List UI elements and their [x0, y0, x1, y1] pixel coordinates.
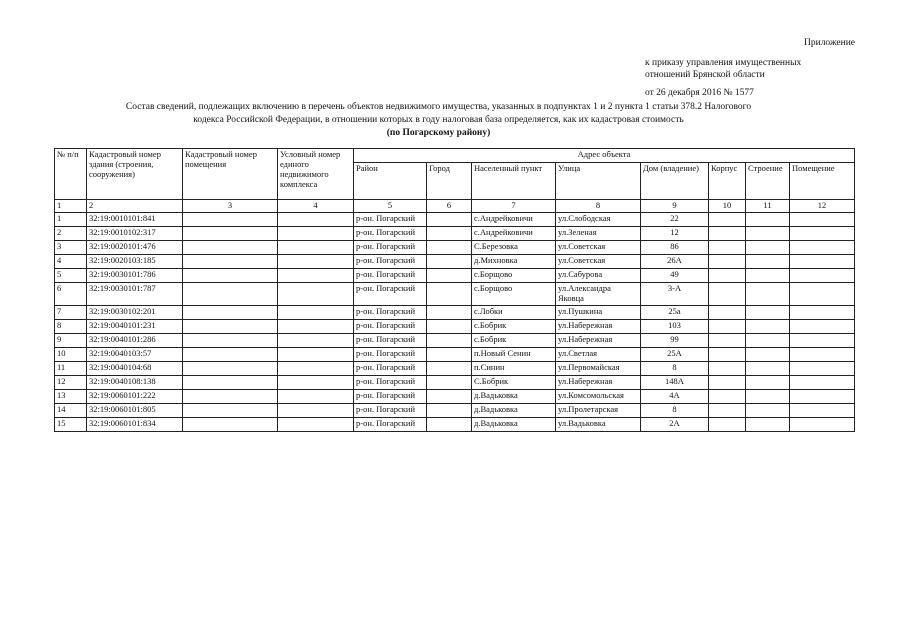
cell-house: 148А [641, 376, 709, 390]
cell-cad-room [183, 376, 278, 390]
col-number: 1 [55, 200, 87, 213]
cell-room [790, 227, 855, 241]
cell-house: 22 [641, 213, 709, 227]
cell-cad-room [183, 334, 278, 348]
table-row [55, 320, 855, 334]
cell-cad-building: 32:19:0010102:317 [87, 227, 183, 241]
cell-room [790, 376, 855, 390]
cell-num: 3 [55, 241, 87, 255]
cell-corpus [709, 320, 746, 334]
cell-settlement: С.Березовка [472, 241, 556, 255]
cell-settlement: д.Вадьковка [472, 418, 556, 432]
cell-cad-room [183, 390, 278, 404]
cell-street: ул.Первомайская [556, 362, 641, 376]
cell-cond-num [278, 283, 354, 306]
cell-room [790, 334, 855, 348]
col-number: 9 [641, 200, 709, 213]
cell-settlement: п.Новый Сенин [472, 348, 556, 362]
cell-cad-room [183, 306, 278, 320]
cell-settlement: с.Борщово [472, 283, 556, 306]
cell-city [427, 376, 472, 390]
cell-num: 4 [55, 255, 87, 269]
cell-district: р-он. Погарский [354, 213, 427, 227]
cell-cad-building: 32:19:0030102:201 [87, 306, 183, 320]
cell-city [427, 362, 472, 376]
order-date: от 26 декабря 2016 № 1577 [645, 88, 754, 98]
cell-room [790, 213, 855, 227]
cell-street: ул.Вадьковка [556, 418, 641, 432]
cell-district: р-он. Погарский [354, 404, 427, 418]
header-cad-room: Кадастровый номер помещения [183, 149, 278, 200]
cell-cond-num [278, 306, 354, 320]
cell-num: 15 [55, 418, 87, 432]
cell-room [790, 241, 855, 255]
cell-city [427, 418, 472, 432]
col-number: 2 [87, 200, 183, 213]
cell-building [746, 320, 790, 334]
col-number: 4 [278, 200, 354, 213]
cell-building [746, 348, 790, 362]
cell-building [746, 269, 790, 283]
property-register-table [54, 148, 855, 432]
table-row [55, 376, 855, 390]
col-number: 8 [556, 200, 641, 213]
appendix-label: Приложение [804, 38, 855, 48]
table-row [55, 306, 855, 320]
cell-corpus [709, 376, 746, 390]
cell-room [790, 362, 855, 376]
table-row [55, 213, 855, 227]
col-number: 11 [746, 200, 790, 213]
cell-num: 1 [55, 213, 87, 227]
cell-corpus [709, 227, 746, 241]
cell-cad-building: 32:19:0060101:834 [87, 418, 183, 432]
cell-room [790, 390, 855, 404]
cell-city [427, 227, 472, 241]
cell-corpus [709, 306, 746, 320]
col-number: 6 [427, 200, 472, 213]
table-row [55, 227, 855, 241]
cell-city [427, 306, 472, 320]
cell-house: 8 [641, 362, 709, 376]
cell-cad-building: 32:19:0040103:57 [87, 348, 183, 362]
cell-settlement: с.Лобки [472, 306, 556, 320]
cell-cond-num [278, 227, 354, 241]
header-building: Строение [746, 163, 790, 200]
cell-cad-room [183, 255, 278, 269]
cell-cad-building: 32:19:0030101:786 [87, 269, 183, 283]
header-address: Адрес объекта [354, 149, 855, 163]
cell-building [746, 376, 790, 390]
cell-building [746, 283, 790, 306]
cell-corpus [709, 283, 746, 306]
cell-city [427, 283, 472, 306]
cell-cad-building: 32:19:0010101:841 [87, 213, 183, 227]
cell-street: ул.Набережная [556, 320, 641, 334]
cell-house: 26А [641, 255, 709, 269]
cell-cad-room [183, 404, 278, 418]
cell-room [790, 418, 855, 432]
cell-district: р-он. Погарский [354, 306, 427, 320]
cell-city [427, 404, 472, 418]
cell-house: 2А [641, 418, 709, 432]
cell-cad-building: 32:19:0040104:68 [87, 362, 183, 376]
cell-corpus [709, 269, 746, 283]
cell-building [746, 334, 790, 348]
table-row [55, 255, 855, 269]
table-row [55, 283, 855, 306]
cell-room [790, 306, 855, 320]
cell-district: р-он. Погарский [354, 320, 427, 334]
cell-street: ул.Комсомольская [556, 390, 641, 404]
cell-cad-room [183, 320, 278, 334]
cell-district: р-он. Погарский [354, 255, 427, 269]
cell-corpus [709, 348, 746, 362]
cell-district: р-он. Погарский [354, 348, 427, 362]
cell-settlement: д.Вадьковка [472, 404, 556, 418]
cell-building [746, 241, 790, 255]
cell-cond-num [278, 418, 354, 432]
header-house: Дом (владение) [641, 163, 709, 200]
order-reference-line1: к приказу управления имущественных [645, 58, 802, 68]
cell-street: ул.Александра Яковца [556, 283, 641, 306]
header-street: Улица [556, 163, 641, 200]
cell-house: 25А [641, 348, 709, 362]
cell-settlement: с.Андрейковичи [472, 227, 556, 241]
cell-cad-building: 32:19:0040101:286 [87, 334, 183, 348]
cell-cad-building: 32:19:0030101:787 [87, 283, 183, 306]
cell-district: р-он. Погарский [354, 418, 427, 432]
cell-num: 11 [55, 362, 87, 376]
column-numbers-row [55, 200, 855, 213]
table-row [55, 348, 855, 362]
cell-building [746, 227, 790, 241]
cell-cad-room [183, 213, 278, 227]
cell-city [427, 213, 472, 227]
cell-num: 5 [55, 269, 87, 283]
cell-district: р-он. Погарский [354, 227, 427, 241]
table-header-row [55, 149, 855, 163]
cell-city [427, 320, 472, 334]
cell-cad-building: 32:19:0060101:805 [87, 404, 183, 418]
cell-settlement: с.Андрейковичи [472, 213, 556, 227]
cell-city [427, 241, 472, 255]
cell-street: ул.Пушкина [556, 306, 641, 320]
cell-cad-room [183, 362, 278, 376]
cell-corpus [709, 241, 746, 255]
cell-cond-num [278, 404, 354, 418]
col-number: 10 [709, 200, 746, 213]
cell-corpus [709, 334, 746, 348]
cell-settlement: с.Бобрик [472, 334, 556, 348]
cell-corpus [709, 418, 746, 432]
cell-building [746, 390, 790, 404]
cell-num: 10 [55, 348, 87, 362]
cell-building [746, 362, 790, 376]
header-corpus: Корпус [709, 163, 746, 200]
cell-cad-room [183, 227, 278, 241]
cell-cond-num [278, 390, 354, 404]
cell-room [790, 255, 855, 269]
cell-cad-room [183, 241, 278, 255]
header-num: № п/п [55, 149, 87, 200]
cell-cad-building: 32:19:0040108:138 [87, 376, 183, 390]
cell-num: 6 [55, 283, 87, 306]
order-reference-line2: отношений Брянской области [645, 70, 765, 80]
cell-cad-building: 32:19:0040101:231 [87, 320, 183, 334]
cell-room [790, 348, 855, 362]
cell-house: 25а [641, 306, 709, 320]
cell-cond-num [278, 362, 354, 376]
cell-district: р-он. Погарский [354, 362, 427, 376]
cell-district: р-он. Погарский [354, 390, 427, 404]
cell-house: 12 [641, 227, 709, 241]
cell-num: 9 [55, 334, 87, 348]
cell-building [746, 255, 790, 269]
header-settlement: Населенный пункт [472, 163, 556, 200]
cell-house: 86 [641, 241, 709, 255]
cell-street: ул.Светлая [556, 348, 641, 362]
cell-district: р-он. Погарский [354, 269, 427, 283]
cell-cond-num [278, 213, 354, 227]
cell-district: р-он. Погарский [354, 283, 427, 306]
cell-city [427, 269, 472, 283]
document-title-line1: Состав сведений, подлежащих включению в перечень объектов недвижимого имущества, указанных в подпунктах 1 и 2 пункта 1 статьи 378.2 Налогового [125, 102, 752, 112]
cell-room [790, 320, 855, 334]
cell-num: 8 [55, 320, 87, 334]
cell-room [790, 269, 855, 283]
cell-house: 103 [641, 320, 709, 334]
col-number: 7 [472, 200, 556, 213]
table-row [55, 334, 855, 348]
cell-house: 99 [641, 334, 709, 348]
table-row [55, 418, 855, 432]
cell-cond-num [278, 255, 354, 269]
cell-district: р-он. Погарский [354, 241, 427, 255]
cell-num: 7 [55, 306, 87, 320]
cell-settlement: С.Бобрик [472, 376, 556, 390]
cell-building [746, 306, 790, 320]
cell-street: ул.Набережная [556, 334, 641, 348]
cell-cad-room [183, 283, 278, 306]
cell-house: 8 [641, 404, 709, 418]
col-number: 3 [183, 200, 278, 213]
cell-building [746, 404, 790, 418]
table-row [55, 269, 855, 283]
cell-corpus [709, 362, 746, 376]
cell-city [427, 390, 472, 404]
cell-house: 4А [641, 390, 709, 404]
cell-street: ул.Сабурова [556, 269, 641, 283]
cell-street: ул.Советская [556, 241, 641, 255]
cell-house: 49 [641, 269, 709, 283]
cell-settlement: п.Синин [472, 362, 556, 376]
table-row [55, 241, 855, 255]
cell-settlement: д.Михновка [472, 255, 556, 269]
cell-num: 13 [55, 390, 87, 404]
cell-cond-num [278, 376, 354, 390]
cell-building [746, 418, 790, 432]
table-row [55, 390, 855, 404]
cell-cad-room [183, 269, 278, 283]
cell-num: 12 [55, 376, 87, 390]
cell-cond-num [278, 241, 354, 255]
cell-street: ул.Набережная [556, 376, 641, 390]
cell-cad-building: 32:19:0020101:476 [87, 241, 183, 255]
cell-num: 14 [55, 404, 87, 418]
cell-room [790, 404, 855, 418]
cell-street: ул.Зеленая [556, 227, 641, 241]
cell-cad-building: 32:19:0020103:185 [87, 255, 183, 269]
cell-cond-num [278, 334, 354, 348]
col-number: 5 [354, 200, 427, 213]
cell-district: р-он. Погарский [354, 334, 427, 348]
cell-city [427, 255, 472, 269]
cell-cond-num [278, 269, 354, 283]
cell-street: ул.Советская [556, 255, 641, 269]
cell-house: 3-А [641, 283, 709, 306]
cell-cond-num [278, 320, 354, 334]
header-city: Город [427, 163, 472, 200]
cell-district: р-он. Погарский [354, 376, 427, 390]
col-number: 12 [790, 200, 855, 213]
table-row [55, 362, 855, 376]
header-cond-num: Условный номер единого недвижимого комплекса [278, 149, 354, 200]
header-cad-building: Кадастровый номер здания (строения, сооружения) [87, 149, 183, 200]
cell-city [427, 348, 472, 362]
cell-settlement: д.Вадьковка [472, 390, 556, 404]
document-subtitle-district: (по Погарскому району) [386, 128, 491, 138]
cell-settlement: с.Бобрик [472, 320, 556, 334]
document-title-line2: кодекса Российской Федерации, в отношении которых в году налоговая база определяется, как их кадастровая стоимость [193, 115, 684, 125]
cell-corpus [709, 390, 746, 404]
header-room: Помещение [790, 163, 855, 200]
cell-street: ул.Пролетарская [556, 404, 641, 418]
cell-room [790, 283, 855, 306]
table-row [55, 404, 855, 418]
cell-building [746, 213, 790, 227]
header-district: Район [354, 163, 427, 200]
cell-corpus [709, 213, 746, 227]
cell-cad-building: 32:19:0060101:222 [87, 390, 183, 404]
cell-street: ул.Слободская [556, 213, 641, 227]
cell-cad-room [183, 418, 278, 432]
cell-cond-num [278, 348, 354, 362]
cell-cad-room [183, 348, 278, 362]
cell-corpus [709, 255, 746, 269]
cell-corpus [709, 404, 746, 418]
cell-city [427, 334, 472, 348]
cell-num: 2 [55, 227, 87, 241]
cell-settlement: с.Борщово [472, 269, 556, 283]
